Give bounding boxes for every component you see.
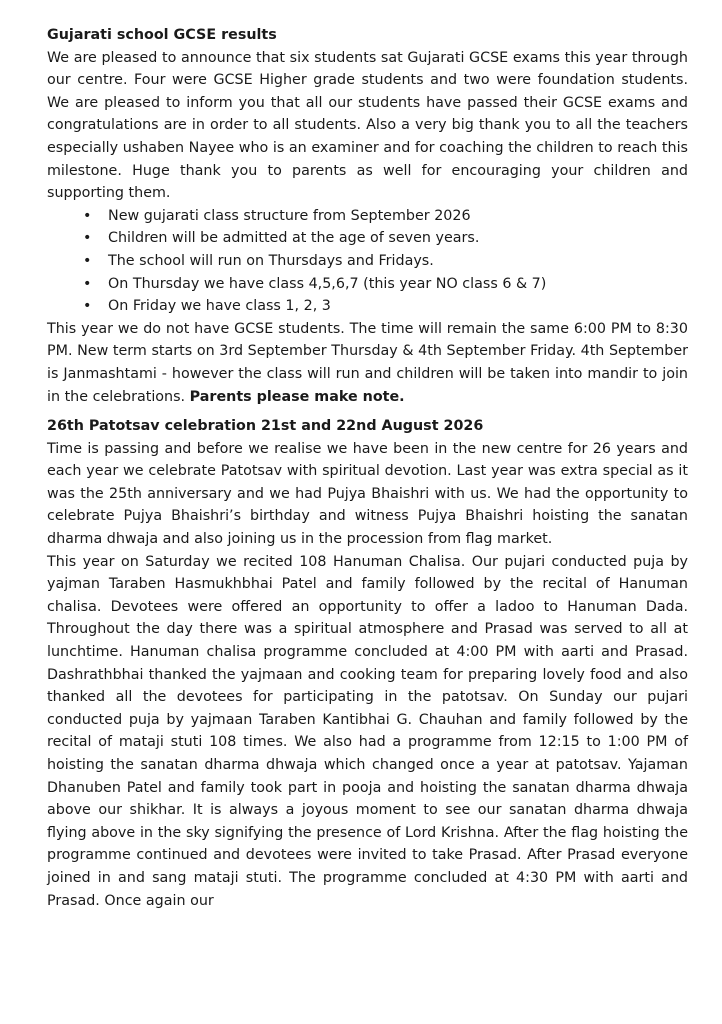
class-structure-list (47, 205, 688, 318)
patotsav-paragraph-2: This year on Saturday we recited 108 Hanuman Chalisa. Our pujari conducted puja by yajman Taraben Hasmukhbhai Patel and family followed by the recital of Hanuman chalisa. Devotees were offered an opportunity to offer a ladoo to Hanuman Dada. Throughout the day there was a spiritual atmosphere and Prasad was served to all at lunchtime. Hanuman chalisa programme concluded at 4:00 PM with aarti and Prasad. Dashrathbhai thanked the yajmaan and cooking team for preparing lovely food and also thanked all the devotees for participating in the patotsav. On Sunday our pujari conducted puja by yajmaan Taraben Kantibhai G. Chauhan and family followed by the recital of mataji stuti 108 times. We also had a programme from 12:15 to 1:00 PM of hoisting the sanatan dharma dhwaja which changed once a year at patotsav. Yajaman Dhanuben Patel and family took part in pooja and hoisting the sanatan dharma dhwaja above our shikhar. It is always a joyous moment to see our sanatan dharma dhwaja flying above in the sky signifying the presence of Lord Krishna. After the flag hoisting the programme continued and devotees were invited to take Prasad. After Prasad everyone joined in and sang mataji stuti. The programme concluded at 4:30 PM with aarti and Prasad. Once again our (47, 553, 688, 909)
patotsav-paragraph-1: Time is passing and before we realise we have been in the new centre for 26 years and each year we celebrate Patotsav with spiritual devotion. Last year was extra special as it was the 25th anniversary and we had Pujya Bhaishri with us. We had the opportunity to celebrate Pujya Bhaishri’s birthday and witness Pujya Bhaishri hoisting the sanatan dharma dhwaja and also joining us in the procession from flag market. (47, 440, 688, 548)
list-item: • On Friday we have class 1, 2, 3 (47, 295, 688, 318)
bullet-icon: • (83, 298, 92, 315)
gcse-results-intro: We are pleased to announce that six students sat Gujarati GCSE exams this year through our centre. Four were GCSE Higher grade students and two were foundation students. We are pleased to inform you that all our students have passed their GCSE exams and congratulations are in order to all students. Also a very big thank you to all the teachers especially ushaben Nayee who is an examiner and for coaching the children to reach this milestone. Huge thank you to parents as well for encouraging your children and supporting them. (47, 49, 688, 202)
patotsav-heading: 26th Patotsav celebration 21st and 22nd August 2026 (47, 418, 484, 435)
list-item: • On Thursday we have class 4,5,6,7 (this year NO class 6 & 7) (47, 273, 688, 296)
bullet-icon: • (83, 275, 92, 292)
bullet-icon: • (83, 207, 92, 224)
list-item: • New gujarati class structure from September 2026 (47, 205, 688, 228)
list-item: • The school will run on Thursdays and Fridays. (47, 250, 688, 273)
gcse-results-heading: Gujarati school GCSE results (47, 27, 277, 43)
gcse-closing-paragraph: This year we do not have GCSE students. The time will remain the same 6:00 PM to 8:30 PM. New term starts on 3rd September Thursday & 4th September Friday. 4th September is Janmashtami - however the class will run and children will be taken into mandir to join in the celebrations. Parents please make note. (47, 320, 688, 405)
list-item: • Children will be admitted at the age of seven years. (47, 227, 688, 250)
bullet-icon: • (83, 230, 92, 247)
section-divider (47, 408, 688, 415)
bullet-icon: • (83, 252, 92, 269)
parents-note: Parents please make note. (189, 388, 405, 405)
newsletter-page (47, 24, 688, 912)
